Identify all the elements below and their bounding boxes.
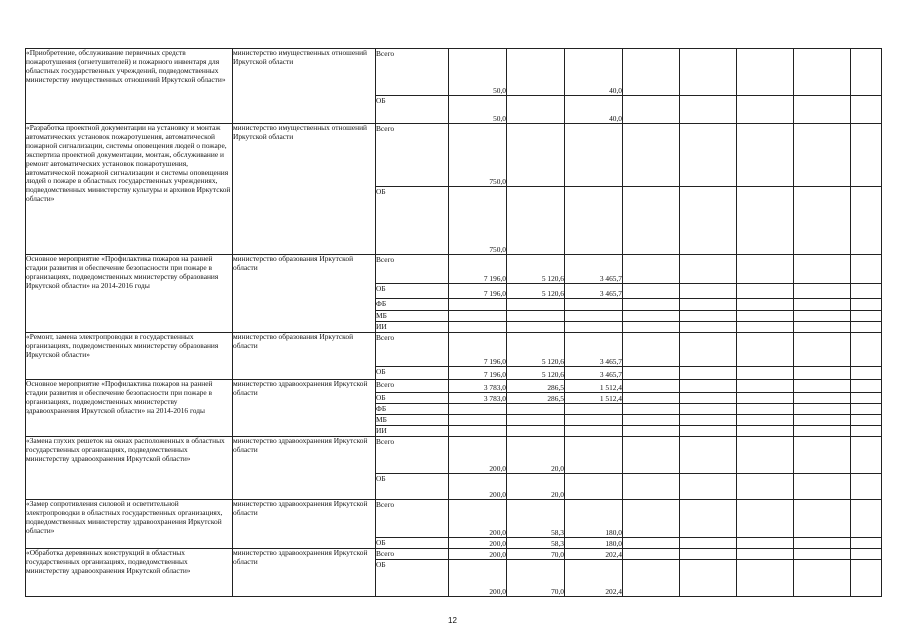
amount-cell <box>737 415 794 426</box>
amount-cell <box>623 393 680 404</box>
amount-cell: 7 196,0 <box>449 255 507 284</box>
funding-source-cell: Всего <box>376 49 449 96</box>
amount-cell: 200,0 <box>449 500 507 538</box>
funding-source-cell: Всего <box>376 380 449 393</box>
amount-cell <box>794 393 851 404</box>
executor-cell: министерство здравоохранения Иркутской области <box>233 380 376 437</box>
amount-cell: 750,0 <box>449 124 507 187</box>
amount-cell <box>680 560 737 597</box>
amount-cell: 3 783,0 <box>449 380 507 393</box>
amount-cell <box>737 393 794 404</box>
amount-cell <box>623 96 680 124</box>
amount-cell <box>794 560 851 597</box>
amount-cell <box>737 404 794 415</box>
executor-cell: министерство образования Иркутской области <box>233 333 376 380</box>
amount-cell <box>623 187 680 255</box>
amount-cell: 286,5 <box>507 380 565 393</box>
amount-cell <box>851 380 882 393</box>
amount-cell <box>737 549 794 560</box>
amount-cell <box>794 549 851 560</box>
amount-cell <box>680 96 737 124</box>
amount-cell <box>794 124 851 187</box>
amount-cell <box>794 404 851 415</box>
amount-cell: 20,0 <box>507 437 565 474</box>
amount-cell <box>449 426 507 437</box>
funding-source-cell: ОБ <box>376 560 449 597</box>
amount-cell <box>737 284 794 299</box>
funding-source-cell: МБ <box>376 415 449 426</box>
amount-cell <box>623 538 680 549</box>
amount-cell: 200,0 <box>449 549 507 560</box>
amount-cell <box>737 187 794 255</box>
amount-cell <box>565 474 623 500</box>
funding-source-cell: ИИ <box>376 426 449 437</box>
amount-cell <box>680 538 737 549</box>
amount-cell: 180,0 <box>565 538 623 549</box>
amount-cell <box>623 500 680 538</box>
amount-cell <box>680 187 737 255</box>
amount-cell <box>680 284 737 299</box>
amount-cell <box>851 311 882 322</box>
amount-cell: 58,3 <box>507 538 565 549</box>
amount-cell <box>794 437 851 474</box>
amount-cell <box>794 96 851 124</box>
amount-cell <box>737 255 794 284</box>
amount-cell: 5 120,6 <box>507 333 565 367</box>
amount-cell <box>680 299 737 311</box>
table-row <box>26 500 882 538</box>
measure-name-cell: «Обработка деревянных конструкций в областных государственных организациях, подведомственных министерству здравоохранения Иркутской области» <box>26 549 233 597</box>
amount-cell <box>737 124 794 187</box>
amount-cell: 1 512,4 <box>565 393 623 404</box>
amount-cell: 3 465,7 <box>565 333 623 367</box>
amount-cell <box>507 415 565 426</box>
amount-cell <box>507 124 565 187</box>
amount-cell <box>623 426 680 437</box>
amount-cell: 7 196,0 <box>449 333 507 367</box>
amount-cell <box>623 437 680 474</box>
amount-cell <box>449 322 507 333</box>
amount-cell <box>794 255 851 284</box>
table-row <box>26 437 882 474</box>
table-row <box>26 380 882 393</box>
amount-cell <box>851 49 882 96</box>
amount-cell <box>623 415 680 426</box>
amount-cell: 7 196,0 <box>449 284 507 299</box>
amount-cell: 58,3 <box>507 500 565 538</box>
amount-cell <box>449 299 507 311</box>
amount-cell <box>623 322 680 333</box>
amount-cell <box>565 415 623 426</box>
amount-cell <box>794 333 851 367</box>
table-body <box>26 49 882 597</box>
amount-cell: 200,0 <box>449 560 507 597</box>
amount-cell <box>680 415 737 426</box>
amount-cell: 286,5 <box>507 393 565 404</box>
funding-source-cell: Всего <box>376 124 449 187</box>
amount-cell <box>623 124 680 187</box>
funding-source-cell: Всего <box>376 255 449 284</box>
amount-cell <box>623 404 680 415</box>
executor-cell: министерство образования Иркутской области <box>233 255 376 333</box>
amount-cell <box>680 404 737 415</box>
amount-cell <box>680 474 737 500</box>
amount-cell <box>680 322 737 333</box>
funding-source-cell: ОБ <box>376 284 449 299</box>
executor-cell: министерство здравоохранения Иркутской области <box>233 500 376 549</box>
funding-source-cell: Всего <box>376 500 449 538</box>
amount-cell <box>680 437 737 474</box>
amount-cell <box>737 367 794 380</box>
amount-cell <box>794 187 851 255</box>
amount-cell <box>623 560 680 597</box>
amount-cell <box>680 393 737 404</box>
amount-cell <box>623 380 680 393</box>
amount-cell <box>794 367 851 380</box>
amount-cell: 202,4 <box>565 549 623 560</box>
amount-cell <box>680 426 737 437</box>
amount-cell <box>851 284 882 299</box>
funding-source-cell: ОБ <box>376 474 449 500</box>
amount-cell <box>737 380 794 393</box>
amount-cell <box>794 299 851 311</box>
amount-cell <box>680 549 737 560</box>
document-page <box>25 48 881 597</box>
funding-source-cell: ИИ <box>376 322 449 333</box>
amount-cell: 50,0 <box>449 96 507 124</box>
amount-cell <box>623 549 680 560</box>
amount-cell <box>623 284 680 299</box>
amount-cell <box>623 49 680 96</box>
amount-cell <box>737 299 794 311</box>
amount-cell <box>565 187 623 255</box>
amount-cell <box>449 415 507 426</box>
amount-cell <box>565 404 623 415</box>
measure-name-cell: Основное мероприятие «Профилактика пожаров на ранней стадии развития и обеспечение безопасности при пожаре в организациях, подведомственных министерству здравоохранения Иркутской области» на 2014-2016 годы <box>26 380 233 437</box>
table-row <box>26 549 882 560</box>
amount-cell <box>623 474 680 500</box>
amount-cell <box>851 404 882 415</box>
amount-cell <box>737 322 794 333</box>
amount-cell <box>851 96 882 124</box>
amount-cell <box>565 437 623 474</box>
amount-cell: 200,0 <box>449 437 507 474</box>
amount-cell <box>794 474 851 500</box>
amount-cell <box>449 404 507 415</box>
amount-cell <box>680 49 737 96</box>
amount-cell: 5 120,6 <box>507 255 565 284</box>
amount-cell <box>565 322 623 333</box>
amount-cell <box>851 500 882 538</box>
amount-cell <box>737 426 794 437</box>
amount-cell <box>737 311 794 322</box>
page-number: 12 <box>448 616 457 625</box>
funding-source-cell: ОБ <box>376 96 449 124</box>
amount-cell <box>794 380 851 393</box>
measure-name-cell: «Замена глухих решеток на окнах расположенных в областных государственных организациях, подведомственных министерству здравоохранения Иркутской области» <box>26 437 233 500</box>
amount-cell <box>507 96 565 124</box>
funding-source-cell: ОБ <box>376 367 449 380</box>
amount-cell <box>737 437 794 474</box>
amount-cell: 5 120,6 <box>507 284 565 299</box>
amount-cell <box>565 124 623 187</box>
amount-cell: 50,0 <box>449 49 507 96</box>
amount-cell: 3 783,0 <box>449 393 507 404</box>
amount-cell <box>851 255 882 284</box>
amount-cell <box>794 284 851 299</box>
table-row <box>26 124 882 187</box>
amount-cell <box>507 299 565 311</box>
table-row <box>26 255 882 284</box>
amount-cell <box>507 404 565 415</box>
executor-cell: министерство имущественных отношений Иркутской области <box>233 49 376 124</box>
amount-cell: 3 465,7 <box>565 284 623 299</box>
measure-name-cell: «Ремонт, замена электропроводки в государственных организациях, подведомственных министерству образования Иркутской области» <box>26 333 233 380</box>
amount-cell <box>507 426 565 437</box>
amount-cell: 202,4 <box>565 560 623 597</box>
measure-name-cell: «Разработка проектной документации на установку и монтаж автоматических установок пожаротушения, автоматической пожарной сигнализации, системы оповещения людей о пожаре, экспертиза проектной документации, монтаж, обслуживание и ремонт автоматических установок пожаротушения, автоматической пожарной сигнализации и системы оповещения людей о пожаре в областных государственных учреждениях, подведомственных министерству культуры и архивов Иркутской области» <box>26 124 233 255</box>
funding-source-cell: Всего <box>376 333 449 367</box>
amount-cell: 70,0 <box>507 549 565 560</box>
table-row <box>26 333 882 367</box>
amount-cell <box>623 255 680 284</box>
amount-cell <box>507 322 565 333</box>
amount-cell <box>794 538 851 549</box>
amount-cell <box>851 437 882 474</box>
funding-source-cell: ФБ <box>376 404 449 415</box>
amount-cell <box>851 367 882 380</box>
amount-cell <box>851 124 882 187</box>
amount-cell <box>565 311 623 322</box>
amount-cell <box>680 367 737 380</box>
funding-source-cell: ОБ <box>376 393 449 404</box>
amount-cell <box>851 187 882 255</box>
amount-cell <box>794 311 851 322</box>
amount-cell <box>851 393 882 404</box>
amount-cell: 40,0 <box>565 96 623 124</box>
amount-cell <box>737 538 794 549</box>
amount-cell <box>623 299 680 311</box>
amount-cell <box>851 415 882 426</box>
amount-cell <box>851 299 882 311</box>
amount-cell <box>680 311 737 322</box>
amount-cell: 180,0 <box>565 500 623 538</box>
measure-name-cell: «Приобретение, обслуживание первичных средств пожаротушения (огнетушителей) и пожарного инвентаря для областных государственных учреждений, подведомственных министерству имущественных отношений Иркутской области» <box>26 49 233 124</box>
amount-cell: 7 196,0 <box>449 367 507 380</box>
amount-cell: 200,0 <box>449 474 507 500</box>
amount-cell <box>565 299 623 311</box>
amount-cell: 70,0 <box>507 560 565 597</box>
amount-cell <box>737 474 794 500</box>
amount-cell <box>851 322 882 333</box>
amount-cell <box>794 426 851 437</box>
amount-cell <box>449 311 507 322</box>
executor-cell: министерство здравоохранения Иркутской области <box>233 437 376 500</box>
funding-source-cell: ОБ <box>376 187 449 255</box>
amount-cell: 20,0 <box>507 474 565 500</box>
funding-source-cell: Всего <box>376 437 449 474</box>
amount-cell <box>565 426 623 437</box>
amount-cell <box>737 49 794 96</box>
amount-cell <box>507 311 565 322</box>
executor-cell: министерство имущественных отношений Иркутской области <box>233 124 376 255</box>
amount-cell <box>851 426 882 437</box>
amount-cell <box>851 549 882 560</box>
amount-cell: 3 465,7 <box>565 255 623 284</box>
funding-source-cell: Всего <box>376 549 449 560</box>
table-row <box>26 49 882 96</box>
amount-cell <box>737 96 794 124</box>
amount-cell <box>794 322 851 333</box>
amount-cell <box>851 560 882 597</box>
amount-cell: 200,0 <box>449 538 507 549</box>
amount-cell <box>737 560 794 597</box>
amount-cell <box>680 333 737 367</box>
funding-source-cell: ФБ <box>376 299 449 311</box>
amount-cell <box>507 49 565 96</box>
amount-cell <box>737 333 794 367</box>
funding-source-cell: МБ <box>376 311 449 322</box>
amount-cell <box>680 124 737 187</box>
amount-cell <box>737 500 794 538</box>
amount-cell <box>794 415 851 426</box>
amount-cell <box>851 333 882 367</box>
amount-cell <box>623 333 680 367</box>
amount-cell <box>851 538 882 549</box>
amount-cell <box>680 255 737 284</box>
amount-cell: 750,0 <box>449 187 507 255</box>
amount-cell <box>680 500 737 538</box>
measure-name-cell: «Замер сопротивления силовой и осветительной электропроводки в областных государственных организациях, подведомственных министерству здравоохранения Иркутской области» <box>26 500 233 549</box>
amount-cell <box>623 367 680 380</box>
funding-source-cell: ОБ <box>376 538 449 549</box>
funding-table <box>25 48 882 597</box>
amount-cell: 3 465,7 <box>565 367 623 380</box>
amount-cell <box>623 311 680 322</box>
executor-cell: министерство здравоохранения Иркутской области <box>233 549 376 597</box>
amount-cell <box>794 500 851 538</box>
measure-name-cell: Основное мероприятие «Профилактика пожаров на ранней стадии развития и обеспечение безопасности при пожаре в организациях, подведомственных министерству образования Иркутской области» на 2014-2016 годы <box>26 255 233 333</box>
amount-cell <box>680 380 737 393</box>
amount-cell: 40,0 <box>565 49 623 96</box>
amount-cell: 5 120,6 <box>507 367 565 380</box>
amount-cell <box>851 474 882 500</box>
amount-cell: 1 512,4 <box>565 380 623 393</box>
amount-cell <box>507 187 565 255</box>
amount-cell <box>794 49 851 96</box>
